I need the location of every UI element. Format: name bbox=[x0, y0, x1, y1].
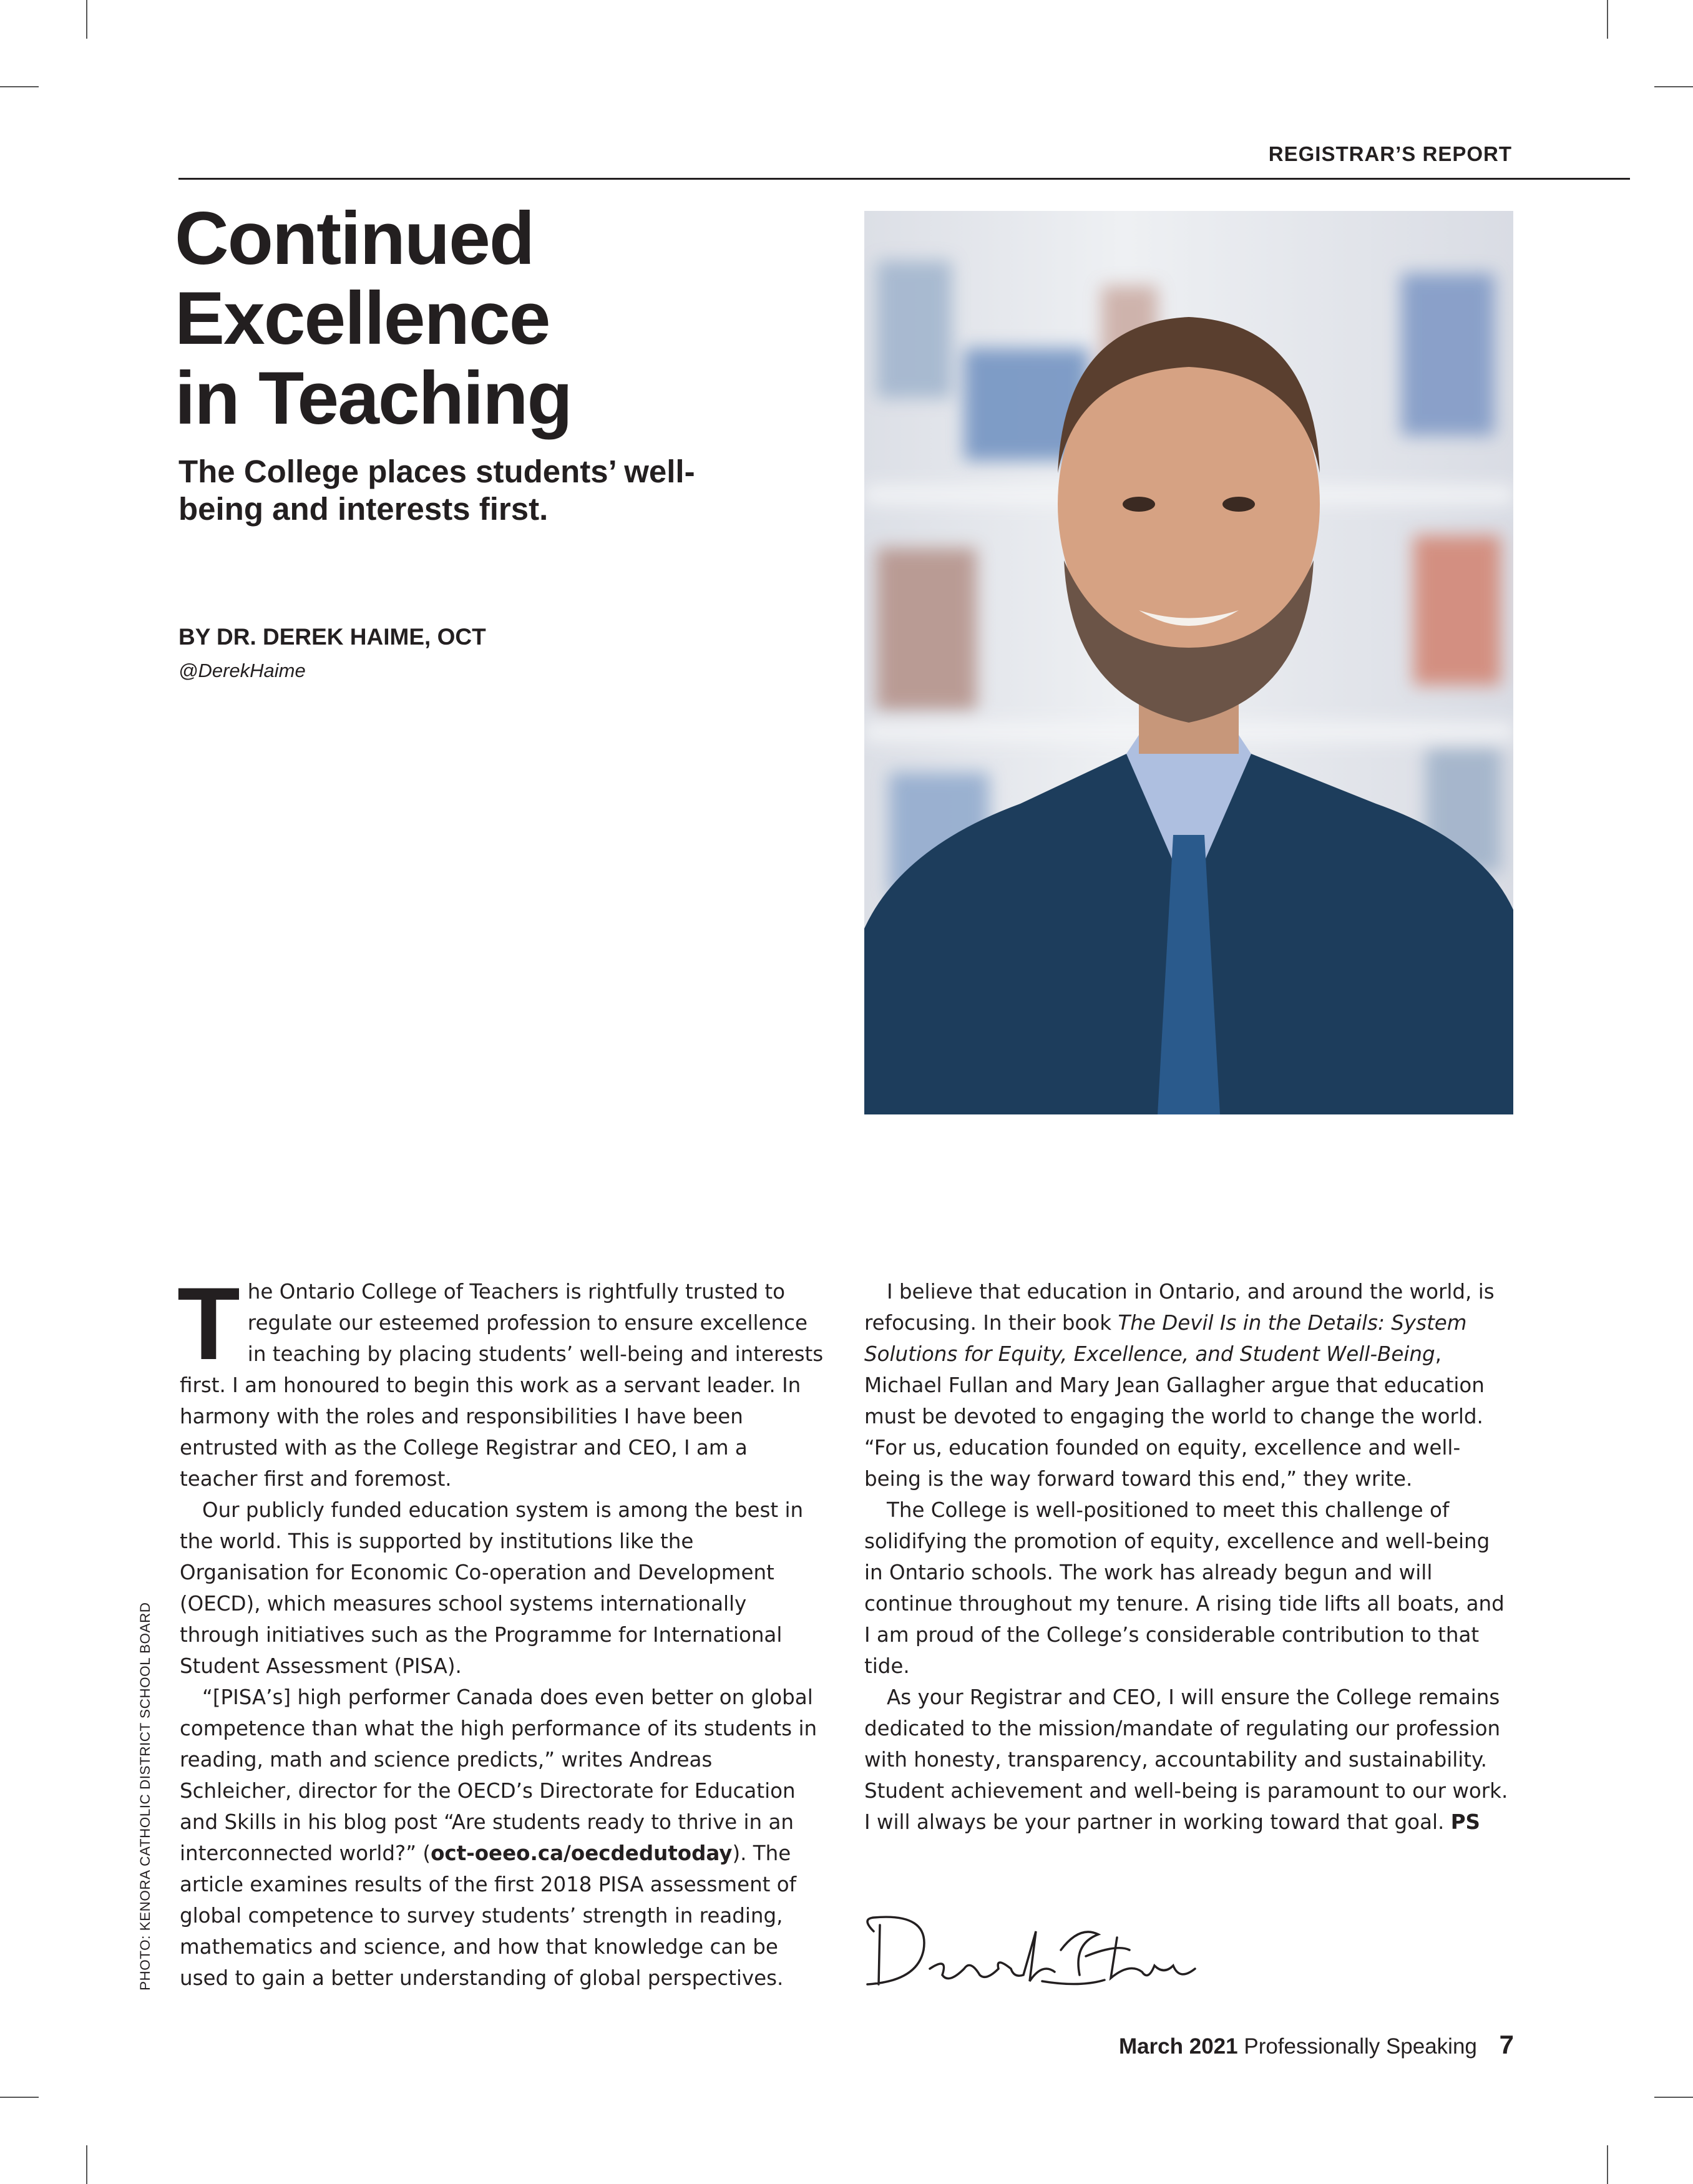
author-portrait-photo bbox=[864, 211, 1513, 1114]
signature-graphic bbox=[855, 1906, 1211, 2000]
section-label: REGISTRAR’S REPORT bbox=[1268, 142, 1512, 165]
crop-mark bbox=[86, 2145, 87, 2184]
title-line: Continued bbox=[175, 197, 534, 280]
author-handle: @DerekHaime bbox=[178, 660, 306, 681]
page-footer bbox=[1119, 2030, 1514, 2060]
portrait-illustration bbox=[864, 211, 1513, 1114]
article-column-right bbox=[864, 1276, 1513, 1838]
signature bbox=[855, 1906, 1211, 2000]
title-line: in Teaching bbox=[175, 356, 572, 440]
subtitle: The College places students’ well-being and interests first. bbox=[178, 454, 695, 527]
page-title bbox=[175, 198, 736, 438]
publication-name: Professionally Speaking bbox=[1244, 2034, 1477, 2059]
end-mark: PS bbox=[1450, 1810, 1480, 1834]
issue-date: March 2021 bbox=[1118, 2034, 1238, 2059]
page-number: 7 bbox=[1499, 2030, 1514, 2059]
header-rule bbox=[178, 178, 1630, 180]
body-paragraph: The College is well-positioned to meet this challenge of solidifying the promotion of equity, excellence and well-being in Ontario schools. The work has already begun and will continue throughout my tenure. A rising tide lifts all boats, and I am proud of the College’s considerable contribution to that tide. bbox=[864, 1498, 1505, 1678]
drop-cap: T bbox=[177, 1266, 240, 1381]
body-paragraph: “[PISA’s] high performer Canada does even better on global competence than what the high performance of its students in reading, math and science predicts,” writes Andreas Schleicher, director for the OECD’s Directorate for Education and Skills in his blog post “Are students ready to thrive in an interconnected world?” (oct-oeeo.ca/oecdedutoday). The article examines results of the first 2018 PISA assessment of global competence to survey students’ strength in reading, mathematics and science, and how that knowledge can be used to gain a better understanding of global perspectives. bbox=[180, 1685, 817, 1990]
crop-mark bbox=[1654, 2097, 1693, 2098]
byline: BY DR. DEREK HAIME, OCT bbox=[178, 624, 486, 650]
body-paragraph: Our publicly funded education system is among the best in the world. This is supported by institutions like the Organisation for Economic Co-operation and Development (OECD), which measures school systems internationally through initiatives such as the Programme for International Student Assessment (PISA). bbox=[180, 1498, 804, 1678]
article-link[interactable]: oct-oeeo.ca/oecdedutoday bbox=[431, 1841, 733, 1865]
book-title: The Devil Is in the Details: System Solutions for Equity, Excellence, and Student Well-Being bbox=[864, 1311, 1467, 1366]
title-line: Excellence bbox=[175, 276, 550, 360]
crop-mark bbox=[0, 86, 39, 87]
crop-mark bbox=[1607, 0, 1608, 39]
crop-mark bbox=[0, 2097, 39, 2098]
crop-mark bbox=[1654, 86, 1693, 87]
article-column-left bbox=[177, 1266, 829, 1994]
body-paragraph: I believe that education in Ontario, and around the world, is refocusing. In their book The Devil Is in the Details: System Solutions for Equity, Excellence, and Student Well-Being, Michael Fullan and Mary Jean Gallagher argue that education must be devoted to engaging the world to change the world. “For us, education founded on equity, excellence and well-being is the way forward toward this end,” they write. bbox=[864, 1280, 1495, 1491]
body-paragraph: As your Registrar and CEO, I will ensure the College remains dedicated to the mission/mandate of regulating our profession with honesty, transparency, accountability and sustainability. Student achievement and well-being is paramount to our work. I will always be your partner in working toward that goal. PS bbox=[864, 1685, 1508, 1834]
crop-mark bbox=[86, 0, 87, 39]
photo-credit-text: PHOTO: KENORA CATHOLIC DISTRICT SCHOOL BOARD bbox=[137, 1602, 153, 1991]
body-paragraph: The Ontario College of Teachers is rightfully trusted to regulate our esteemed profession to ensure excellence in teaching by placing students’ well-being and interests first. I am honoured to begin this work as a servant leader. In harmony with the roles and responsibilities I have been entrusted with as the College Registrar and CEO, I am a teacher first and foremost. bbox=[177, 1266, 824, 1491]
crop-mark bbox=[1607, 2145, 1608, 2184]
